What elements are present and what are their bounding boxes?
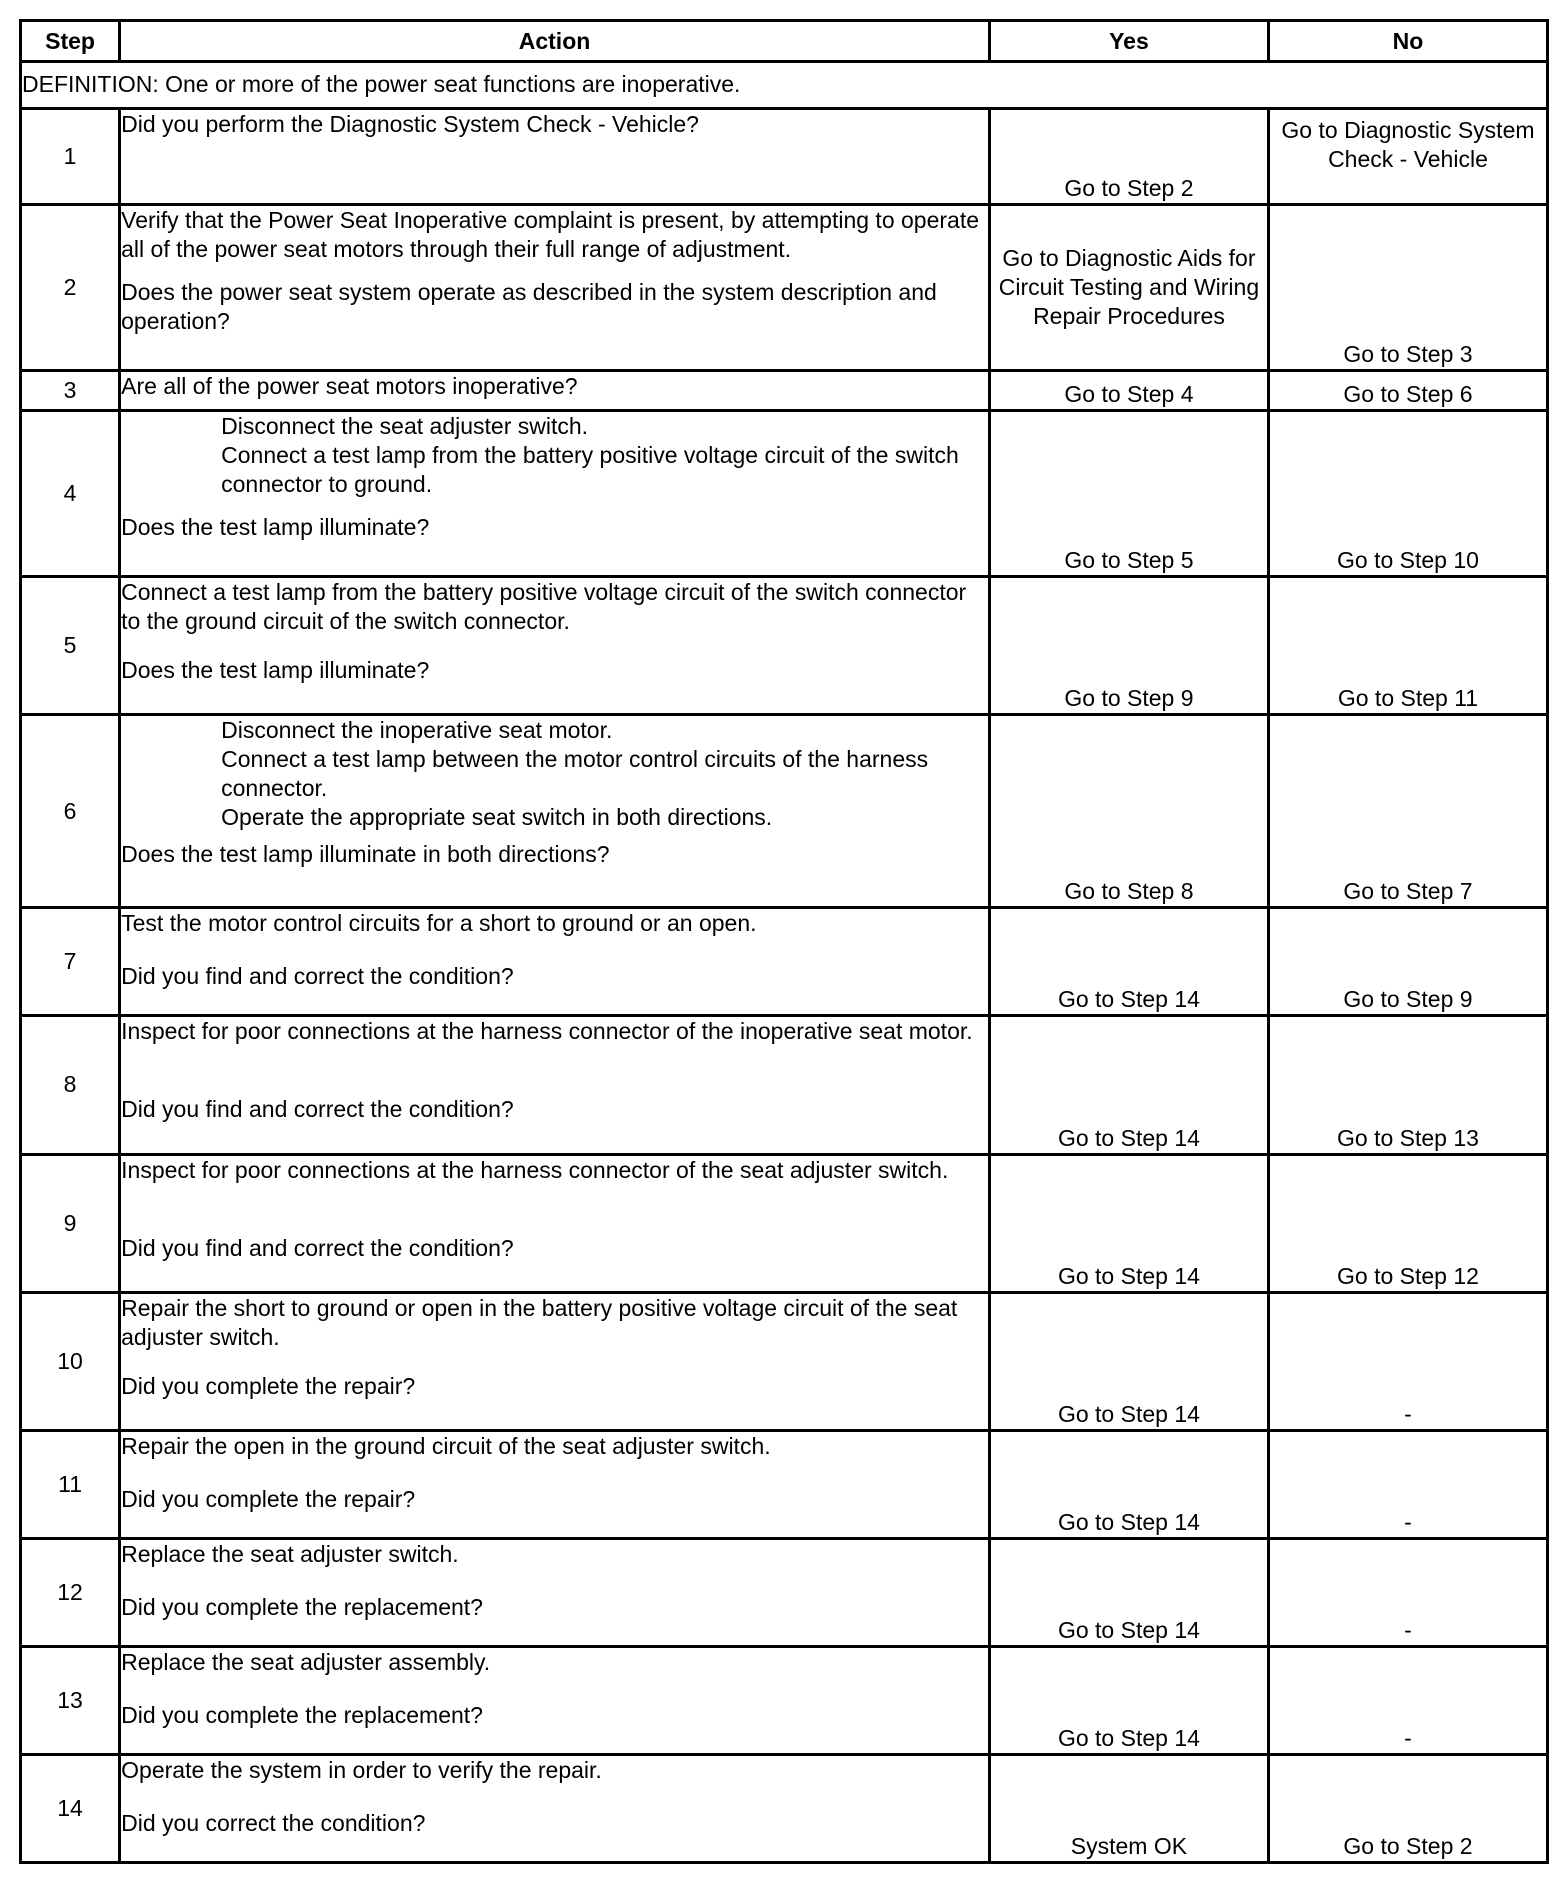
definition-text: DEFINITION: One or more of the power seat functions are inoperative. bbox=[21, 62, 1548, 109]
action-instruction: Inspect for poor connections at the harness connector of the inoperative seat motor. bbox=[121, 1018, 973, 1045]
step-number: 10 bbox=[21, 1292, 120, 1430]
step-number: 3 bbox=[21, 370, 120, 411]
step-number: 7 bbox=[21, 908, 120, 1016]
no-result: - bbox=[1268, 1538, 1547, 1646]
yes-result: Go to Step 14 bbox=[989, 1154, 1268, 1292]
action-instruction: Disconnect the inoperative seat motor. bbox=[221, 717, 613, 744]
step-number: 8 bbox=[21, 1016, 120, 1154]
no-result: Go to Step 2 bbox=[1268, 1754, 1547, 1862]
header-step: Step bbox=[21, 21, 120, 62]
yes-result: Go to Diagnostic Aids for Circuit Testing and Wiring Repair Procedures bbox=[989, 204, 1268, 370]
action-instruction: Test the motor control circuits for a short to ground or an open. bbox=[121, 910, 757, 937]
step-number: 6 bbox=[21, 715, 120, 908]
table-row bbox=[21, 1646, 1548, 1754]
action-question: Did you complete the replacement? bbox=[121, 1701, 483, 1728]
table-row bbox=[21, 1154, 1548, 1292]
no-result: - bbox=[1268, 1292, 1547, 1430]
action-cell bbox=[120, 204, 990, 370]
table-row bbox=[21, 108, 1548, 204]
yes-result: Go to Step 8 bbox=[989, 715, 1268, 908]
action-cell bbox=[120, 577, 990, 715]
no-result: Go to Step 9 bbox=[1268, 908, 1547, 1016]
no-result: Go to Step 3 bbox=[1268, 204, 1547, 370]
action-cell bbox=[120, 715, 990, 908]
table-row bbox=[21, 204, 1548, 370]
action-question: Did you find and correct the condition? bbox=[121, 1096, 514, 1123]
action-question: Did you complete the repair? bbox=[121, 1485, 416, 1512]
no-result: Go to Step 6 bbox=[1268, 370, 1547, 411]
step-number: 13 bbox=[21, 1646, 120, 1754]
yes-result: Go to Step 14 bbox=[989, 908, 1268, 1016]
step-number: 14 bbox=[21, 1754, 120, 1862]
action-cell bbox=[120, 108, 990, 204]
action-question: Did you correct the condition? bbox=[121, 1809, 426, 1836]
no-result: Go to Step 12 bbox=[1268, 1154, 1547, 1292]
action-instruction: Operate the system in order to verify the repair. bbox=[121, 1756, 602, 1783]
header-row bbox=[21, 21, 1548, 62]
no-result: Go to Step 11 bbox=[1268, 577, 1547, 715]
action-cell bbox=[120, 1430, 990, 1538]
step-number: 12 bbox=[21, 1538, 120, 1646]
diagnostic-table bbox=[19, 19, 1549, 1864]
action-instruction: Connect a test lamp from the battery positive voltage circuit of the switch connector to the ground circuit of the switch connector. bbox=[121, 579, 967, 635]
yes-result: Go to Step 9 bbox=[989, 577, 1268, 715]
action-question: Did you find and correct the condition? bbox=[121, 963, 514, 990]
action-instruction: Repair the open in the ground circuit of the seat adjuster switch. bbox=[121, 1432, 771, 1459]
yes-result: Go to Step 4 bbox=[989, 370, 1268, 411]
yes-result: Go to Step 2 bbox=[989, 108, 1268, 204]
no-result: Go to Diagnostic System Check - Vehicle bbox=[1268, 108, 1547, 204]
table-row bbox=[21, 1292, 1548, 1430]
action-question: Does the test lamp illuminate in both directions? bbox=[121, 841, 610, 868]
step-number: 4 bbox=[21, 411, 120, 577]
step-number: 1 bbox=[21, 108, 120, 204]
step-number: 9 bbox=[21, 1154, 120, 1292]
table-row bbox=[21, 1016, 1548, 1154]
table-row bbox=[21, 577, 1548, 715]
table-row bbox=[21, 1430, 1548, 1538]
header-no: No bbox=[1268, 21, 1547, 62]
action-instruction: Replace the seat adjuster assembly. bbox=[121, 1648, 491, 1675]
yes-result: Go to Step 14 bbox=[989, 1538, 1268, 1646]
no-result: - bbox=[1268, 1430, 1547, 1538]
action-question: Does the test lamp illuminate? bbox=[121, 514, 430, 541]
action-instruction: Are all of the power seat motors inoperative? bbox=[121, 372, 578, 399]
action-instruction: Repair the short to ground or open in the battery positive voltage circuit of the seat adjuster switch. bbox=[121, 1294, 958, 1350]
step-number: 11 bbox=[21, 1430, 120, 1538]
header-yes: Yes bbox=[989, 21, 1268, 62]
action-cell bbox=[120, 1538, 990, 1646]
definition-row bbox=[21, 62, 1548, 109]
action-cell bbox=[120, 411, 990, 577]
action-instruction: Connect a test lamp from the battery positive voltage circuit of the switch connector to ground. bbox=[221, 442, 959, 498]
yes-result: Go to Step 14 bbox=[989, 1016, 1268, 1154]
action-cell bbox=[120, 1016, 990, 1154]
action-question: Did you complete the replacement? bbox=[121, 1593, 483, 1620]
action-cell bbox=[120, 908, 990, 1016]
action-instruction: Operate the appropriate seat switch in both directions. bbox=[221, 804, 773, 831]
action-instruction: Replace the seat adjuster switch. bbox=[121, 1540, 459, 1567]
no-result: Go to Step 7 bbox=[1268, 715, 1547, 908]
action-question: Does the test lamp illuminate? bbox=[121, 657, 430, 684]
no-result: Go to Step 13 bbox=[1268, 1016, 1547, 1154]
yes-result: Go to Step 5 bbox=[989, 411, 1268, 577]
action-instruction: Verify that the Power Seat Inoperative complaint is present, by attempting to operate all of the power seat motors through their full range of adjustment. bbox=[121, 206, 980, 262]
action-cell bbox=[120, 1646, 990, 1754]
header-action: Action bbox=[120, 21, 990, 62]
action-instruction: Disconnect the seat adjuster switch. bbox=[221, 413, 589, 440]
action-question: Did you complete the repair? bbox=[121, 1372, 416, 1399]
action-question: Does the power seat system operate as described in the system description and operation? bbox=[121, 278, 937, 334]
yes-result: Go to Step 14 bbox=[989, 1430, 1268, 1538]
action-cell bbox=[120, 370, 990, 411]
action-question: Did you find and correct the condition? bbox=[121, 1234, 514, 1261]
action-instruction: Connect a test lamp between the motor control circuits of the harness connector. bbox=[221, 746, 929, 802]
action-instruction: Inspect for poor connections at the harness connector of the seat adjuster switch. bbox=[121, 1156, 949, 1183]
action-instruction: Did you perform the Diagnostic System Check - Vehicle? bbox=[121, 110, 699, 137]
table-row bbox=[21, 1538, 1548, 1646]
table-row bbox=[21, 411, 1548, 577]
step-number: 5 bbox=[21, 577, 120, 715]
table-row bbox=[21, 1754, 1548, 1862]
yes-result: Go to Step 14 bbox=[989, 1646, 1268, 1754]
no-result: Go to Step 10 bbox=[1268, 411, 1547, 577]
step-number: 2 bbox=[21, 204, 120, 370]
action-cell bbox=[120, 1292, 990, 1430]
yes-result: System OK bbox=[989, 1754, 1268, 1862]
table-row bbox=[21, 908, 1548, 1016]
table-row bbox=[21, 715, 1548, 908]
table-row bbox=[21, 370, 1548, 411]
action-cell bbox=[120, 1154, 990, 1292]
no-result: - bbox=[1268, 1646, 1547, 1754]
yes-result: Go to Step 14 bbox=[989, 1292, 1268, 1430]
action-cell bbox=[120, 1754, 990, 1862]
